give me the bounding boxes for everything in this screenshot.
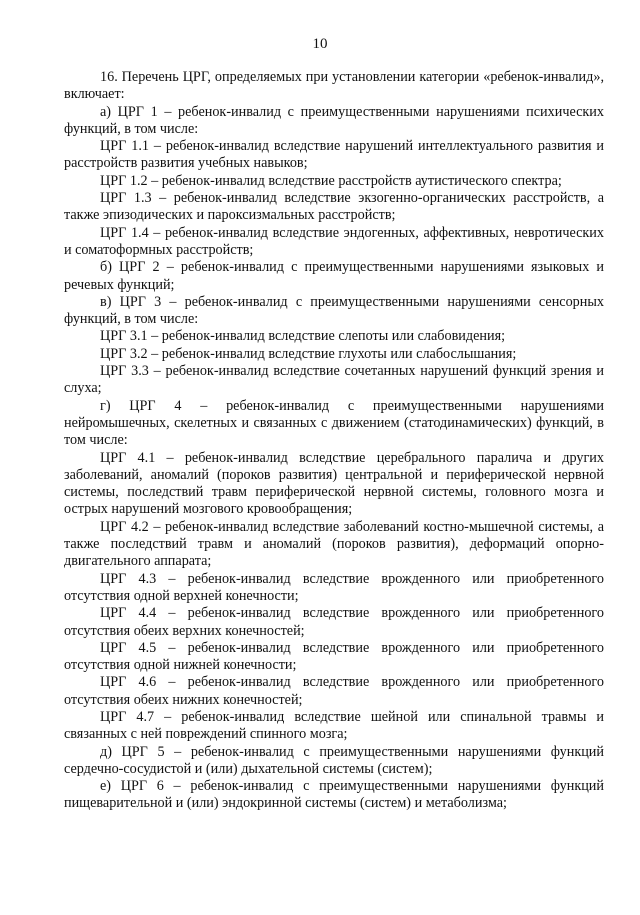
paragraph: ЦРГ 1.2 – ребенок-инвалид вследствие расстройств аутистического спектра; [100,172,562,189]
paragraph: ЦРГ 1.4 – ребенок-инвалид вследствие эндогенных, аффективных, невротических и соматоформных расстройств; [64,224,604,258]
paragraph: ЦРГ 4.5 – ребенок-инвалид вследствие врожденного или приобретенного отсутствия одной нижней конечности; [64,639,604,674]
paragraph: ЦРГ 1.1 – ребенок-инвалид вследствие нарушений интеллектуального развития и расстройств развития учебных навыков; [64,138,604,172]
paragraph: ЦРГ 4.1 – ребенок-инвалид вследствие церебрального паралича и других заболеваний, аномалий (пороков развития) центральной и периферической нервной системы, последствий травм периферической нервной системы, головного мозга и острых нарушений мозгового кровообращения; [64,449,604,518]
paragraph: ЦРГ 3.1 – ребенок-инвалид вследствие слепоты или слабовидения; [100,328,506,345]
paragraph: а) ЦРГ 1 – ребенок-инвалид с преимущественными нарушениями психических функций, в том числе: [64,103,604,137]
paragraph: ЦРГ 4.4 – ребенок-инвалид вследствие врожденного или приобретенного отсутствия обеих верхних конечностей; [64,605,604,639]
paragraph: ЦРГ 4.3 – ребенок-инвалид вследствие врожденного или приобретенного отсутствия одной верхней конечности; [64,570,604,604]
paragraph: в) ЦРГ 3 – ребенок-инвалид с преимущественными нарушениями сенсорных функций, в том числе: [64,293,604,328]
paragraph: ЦРГ 3.2 – ребенок-инвалид вследствие глухоты или слабослышания; [100,345,517,362]
document-body [64,69,604,813]
paragraph: е) ЦРГ 6 – ребенок-инвалид с преимущественными нарушениями функций пищеварительной и (или) эндокринной системы (систем) и метаболизма; [64,778,604,812]
paragraph: ЦРГ 4.7 – ребенок-инвалид вследствие шейной или спинальной травмы и связанных с ней повреждений спинного мозга; [64,708,604,743]
paragraph: б) ЦРГ 2 – ребенок-инвалид с преимущественными нарушениями языковых и речевых функций; [64,259,604,293]
paragraph: ЦРГ 1.3 – ребенок-инвалид вследствие экзогенно-органических расстройств, а также эпизодических и пароксизмальных расстройств; [64,190,604,224]
paragraph: 16. Перечень ЦРГ, определяемых при установлении категории «ребенок-инвалид», включает: [64,69,604,103]
paragraph: ЦРГ 4.2 – ребенок-инвалид вследствие заболеваний костно-мышечной системы, а также последствий травм и аномалий (пороков развития), деформаций опорно-двигательного аппарата; [64,518,604,570]
paragraph: ЦРГ 3.3 – ребенок-инвалид вследствие сочетанных нарушений функций зрения и слуха; [64,363,604,397]
paragraph: г) ЦРГ 4 – ребенок-инвалид с преимущественными нарушениями нейромышечных, скелетных и связанных с движением (статодинамических) функций, в том числе: [64,397,604,449]
paragraph: д) ЦРГ 5 – ребенок-инвалид с преимущественными нарушениями функций сердечно-сосудистой и (или) дыхательной системы (систем); [64,743,604,777]
page-number: 10 [312,36,328,52]
paragraph: ЦРГ 4.6 – ребенок-инвалид вследствие врожденного или приобретенного отсутствия обеих нижних конечностей; [64,674,604,708]
